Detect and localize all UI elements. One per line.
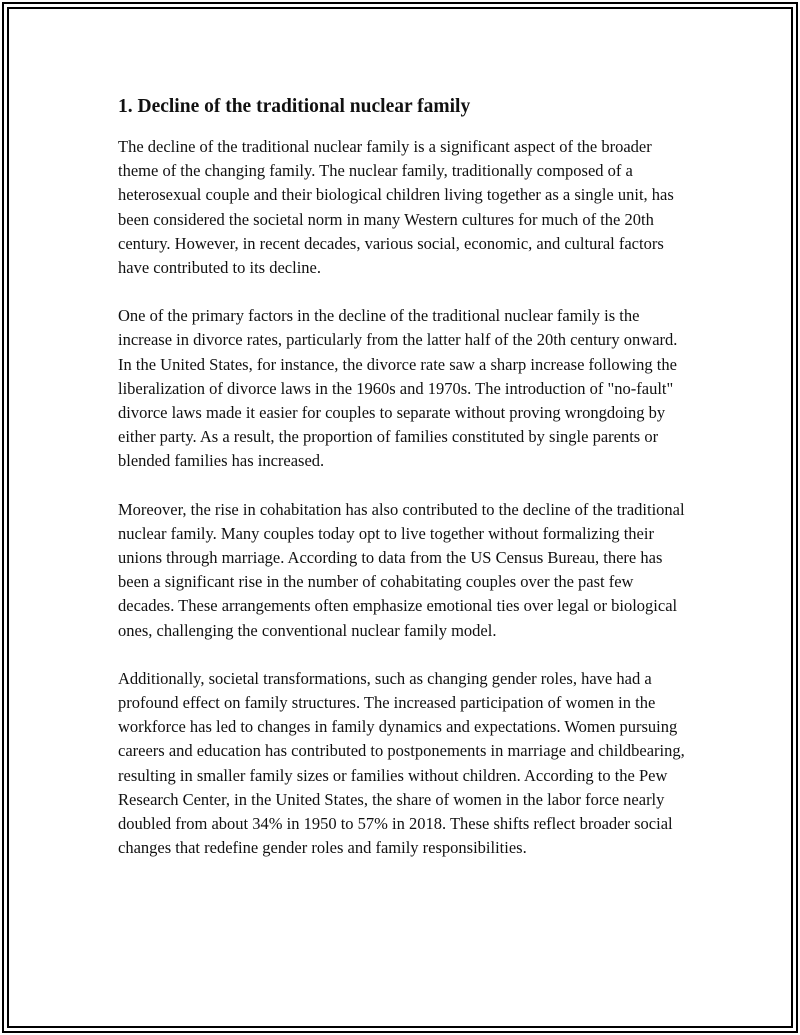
paragraph-1: The decline of the traditional nuclear family is a significant aspect of the broader theme of the changing family. The nuclear family, traditionally composed of a heterosexual couple and their biological children living together as a single unit, has been considered the societal norm in many Western cultures for much of the 20th century. However, in recent decades, various social, economic, and cultural factors have contributed to its decline. xyxy=(118,137,674,278)
paragraph-4: Additionally, societal transformations, such as changing gender roles, have had a profound effect on family structures. The increased participation of women in the workforce has led to changes in family dynamics and expectations. Women pursuing careers and education has contributed to postponements in marriage and childbearing, resulting in smaller family sizes or families without children. According to the Pew Research Center, in the United States, the share of women in the labor force nearly doubled from about 34% in 1950 to 57% in 2018. These shifts reflect broader social changes that redefine gender roles and family responsibilities. xyxy=(118,668,685,858)
paragraph-3: Moreover, the rise in cohabitation has also contributed to the decline of the traditional nuclear family. Many couples today opt to live together without formalizing their unions through marriage. According to data from the US Census Bureau, there has been a significant rise in the number of cohabitating couples over the past few decades. These arrangements often emphasize emotional ties over legal or biological ones, challenging the conventional nuclear family model. xyxy=(118,499,685,640)
section-heading: 1. Decline of the traditional nuclear family xyxy=(118,96,471,117)
document-body xyxy=(118,94,688,884)
paragraph-2: One of the primary factors in the decline of the traditional nuclear family is the increase in divorce rates, particularly from the latter half of the 20th century onward. In the United States, for instance, the divorce rate saw a sharp increase following the liberalization of divorce laws in the 1960s and 1970s. The introduction of "no-fault" divorce laws made it easier for couples to separate without proving wrongdoing by either party. As a result, the proportion of families constituted by single parents or blended families has increased. xyxy=(118,306,678,471)
